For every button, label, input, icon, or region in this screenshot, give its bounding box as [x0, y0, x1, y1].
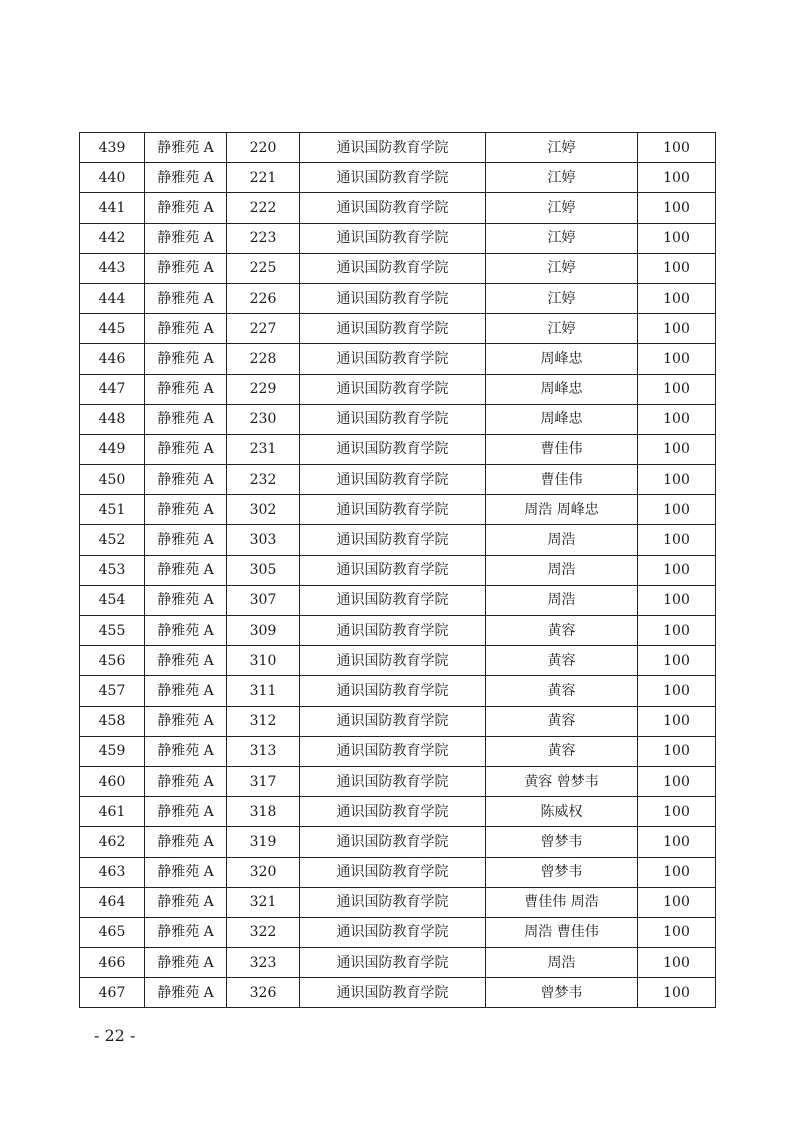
college-cell: 通识国防教育学院 [300, 133, 486, 163]
counselor-cell: 江婷 [486, 223, 638, 253]
row-index-cell: 457 [80, 676, 145, 706]
building-cell: 静雅苑 A [145, 736, 227, 766]
row-index-cell: 455 [80, 616, 145, 646]
college-cell: 通识国防教育学院 [300, 283, 486, 313]
college-cell: 通识国防教育学院 [300, 434, 486, 464]
score-cell: 100 [638, 253, 716, 283]
table-row [80, 223, 716, 253]
row-index-cell: 456 [80, 646, 145, 676]
row-index-cell: 460 [80, 766, 145, 796]
college-cell: 通识国防教育学院 [300, 555, 486, 585]
college-cell: 通识国防教育学院 [300, 827, 486, 857]
row-index-cell: 461 [80, 797, 145, 827]
table-row [80, 434, 716, 464]
score-cell: 100 [638, 193, 716, 223]
college-cell: 通识国防教育学院 [300, 676, 486, 706]
college-cell: 通识国防教育学院 [300, 344, 486, 374]
row-index-cell: 453 [80, 555, 145, 585]
row-index-cell: 439 [80, 133, 145, 163]
score-cell: 100 [638, 827, 716, 857]
building-cell: 静雅苑 A [145, 465, 227, 495]
college-cell: 通识国防教育学院 [300, 857, 486, 887]
building-cell: 静雅苑 A [145, 887, 227, 917]
room-cell: 229 [227, 374, 300, 404]
counselor-cell: 周峰忠 [486, 374, 638, 404]
score-cell: 100 [638, 525, 716, 555]
table-row [80, 465, 716, 495]
room-cell: 312 [227, 706, 300, 736]
table-row [80, 857, 716, 887]
table-row [80, 978, 716, 1008]
room-cell: 226 [227, 283, 300, 313]
row-index-cell: 446 [80, 344, 145, 374]
room-cell: 307 [227, 585, 300, 615]
table-row [80, 404, 716, 434]
counselor-cell: 江婷 [486, 163, 638, 193]
table-row [80, 495, 716, 525]
counselor-cell: 曹佳伟 周浩 [486, 887, 638, 917]
college-cell: 通识国防教育学院 [300, 253, 486, 283]
building-cell: 静雅苑 A [145, 948, 227, 978]
counselor-cell: 江婷 [486, 193, 638, 223]
counselor-cell: 江婷 [486, 133, 638, 163]
table-row [80, 766, 716, 796]
room-cell: 225 [227, 253, 300, 283]
counselor-cell: 黄容 曾梦韦 [486, 766, 638, 796]
score-cell: 100 [638, 465, 716, 495]
college-cell: 通识国防教育学院 [300, 465, 486, 495]
counselor-cell: 江婷 [486, 314, 638, 344]
counselor-cell: 周浩 [486, 948, 638, 978]
row-index-cell: 448 [80, 404, 145, 434]
building-cell: 静雅苑 A [145, 797, 227, 827]
building-cell: 静雅苑 A [145, 283, 227, 313]
score-cell: 100 [638, 585, 716, 615]
room-cell: 326 [227, 978, 300, 1008]
score-cell: 100 [638, 344, 716, 374]
college-cell: 通识国防教育学院 [300, 495, 486, 525]
score-cell: 100 [638, 374, 716, 404]
score-cell: 100 [638, 706, 716, 736]
score-cell: 100 [638, 163, 716, 193]
score-cell: 100 [638, 978, 716, 1008]
room-cell: 323 [227, 948, 300, 978]
college-cell: 通识国防教育学院 [300, 525, 486, 555]
table-row [80, 706, 716, 736]
building-cell: 静雅苑 A [145, 495, 227, 525]
room-cell: 311 [227, 676, 300, 706]
college-cell: 通识国防教育学院 [300, 163, 486, 193]
room-cell: 317 [227, 766, 300, 796]
counselor-cell: 黄容 [486, 616, 638, 646]
row-index-cell: 458 [80, 706, 145, 736]
room-cell: 230 [227, 404, 300, 434]
counselor-cell: 周峰忠 [486, 344, 638, 374]
building-cell: 静雅苑 A [145, 344, 227, 374]
building-cell: 静雅苑 A [145, 616, 227, 646]
score-cell: 100 [638, 887, 716, 917]
counselor-cell: 周峰忠 [486, 404, 638, 434]
room-cell: 222 [227, 193, 300, 223]
row-index-cell: 462 [80, 827, 145, 857]
college-cell: 通识国防教育学院 [300, 736, 486, 766]
college-cell: 通识国防教育学院 [300, 706, 486, 736]
counselor-cell: 曹佳伟 [486, 434, 638, 464]
college-cell: 通识国防教育学院 [300, 404, 486, 434]
score-cell: 100 [638, 917, 716, 947]
building-cell: 静雅苑 A [145, 163, 227, 193]
room-cell: 320 [227, 857, 300, 887]
row-index-cell: 440 [80, 163, 145, 193]
score-cell: 100 [638, 404, 716, 434]
building-cell: 静雅苑 A [145, 555, 227, 585]
row-index-cell: 459 [80, 736, 145, 766]
score-cell: 100 [638, 434, 716, 464]
counselor-cell: 江婷 [486, 283, 638, 313]
room-cell: 302 [227, 495, 300, 525]
college-cell: 通识国防教育学院 [300, 374, 486, 404]
score-cell: 100 [638, 646, 716, 676]
room-cell: 228 [227, 344, 300, 374]
college-cell: 通识国防教育学院 [300, 585, 486, 615]
room-cell: 223 [227, 223, 300, 253]
college-cell: 通识国防教育学院 [300, 616, 486, 646]
table-row [80, 283, 716, 313]
score-cell: 100 [638, 495, 716, 525]
counselor-cell: 周浩 周峰忠 [486, 495, 638, 525]
row-index-cell: 451 [80, 495, 145, 525]
college-cell: 通识国防教育学院 [300, 917, 486, 947]
counselor-cell: 陈威权 [486, 797, 638, 827]
row-index-cell: 447 [80, 374, 145, 404]
college-cell: 通识国防教育学院 [300, 193, 486, 223]
score-cell: 100 [638, 948, 716, 978]
score-cell: 100 [638, 857, 716, 887]
counselor-cell: 曾梦韦 [486, 827, 638, 857]
table-row [80, 525, 716, 555]
row-index-cell: 441 [80, 193, 145, 223]
counselor-cell: 曹佳伟 [486, 465, 638, 495]
room-cell: 310 [227, 646, 300, 676]
score-cell: 100 [638, 223, 716, 253]
row-index-cell: 443 [80, 253, 145, 283]
room-cell: 309 [227, 616, 300, 646]
score-cell: 100 [638, 797, 716, 827]
table-row [80, 555, 716, 585]
table-row [80, 314, 716, 344]
table-row [80, 948, 716, 978]
room-cell: 232 [227, 465, 300, 495]
row-index-cell: 454 [80, 585, 145, 615]
table-row [80, 827, 716, 857]
building-cell: 静雅苑 A [145, 374, 227, 404]
building-cell: 静雅苑 A [145, 253, 227, 283]
counselor-cell: 周浩 [486, 555, 638, 585]
building-cell: 静雅苑 A [145, 917, 227, 947]
score-cell: 100 [638, 616, 716, 646]
row-index-cell: 445 [80, 314, 145, 344]
building-cell: 静雅苑 A [145, 525, 227, 555]
college-cell: 通识国防教育学院 [300, 978, 486, 1008]
building-cell: 静雅苑 A [145, 193, 227, 223]
table-row [80, 887, 716, 917]
table-row [80, 193, 716, 223]
building-cell: 静雅苑 A [145, 766, 227, 796]
row-index-cell: 452 [80, 525, 145, 555]
room-cell: 318 [227, 797, 300, 827]
score-cell: 100 [638, 133, 716, 163]
college-cell: 通识国防教育学院 [300, 948, 486, 978]
table-row [80, 253, 716, 283]
counselor-cell: 曾梦韦 [486, 978, 638, 1008]
table-row [80, 344, 716, 374]
counselor-cell: 江婷 [486, 253, 638, 283]
row-index-cell: 465 [80, 917, 145, 947]
row-index-cell: 450 [80, 465, 145, 495]
row-index-cell: 463 [80, 857, 145, 887]
score-cell: 100 [638, 736, 716, 766]
counselor-cell: 黄容 [486, 706, 638, 736]
counselor-cell: 黄容 [486, 646, 638, 676]
building-cell: 静雅苑 A [145, 133, 227, 163]
building-cell: 静雅苑 A [145, 857, 227, 887]
score-cell: 100 [638, 283, 716, 313]
row-index-cell: 467 [80, 978, 145, 1008]
counselor-cell: 曾梦韦 [486, 857, 638, 887]
college-cell: 通识国防教育学院 [300, 797, 486, 827]
table-row [80, 616, 716, 646]
table-row [80, 133, 716, 163]
building-cell: 静雅苑 A [145, 676, 227, 706]
building-cell: 静雅苑 A [145, 706, 227, 736]
building-cell: 静雅苑 A [145, 585, 227, 615]
table-row [80, 163, 716, 193]
counselor-cell: 黄容 [486, 736, 638, 766]
counselor-cell: 周浩 [486, 585, 638, 615]
room-cell: 313 [227, 736, 300, 766]
row-index-cell: 464 [80, 887, 145, 917]
college-cell: 通识国防教育学院 [300, 223, 486, 253]
table-body [80, 133, 716, 1008]
room-cell: 305 [227, 555, 300, 585]
score-cell: 100 [638, 314, 716, 344]
table-row [80, 585, 716, 615]
table-row [80, 646, 716, 676]
counselor-cell: 周浩 曹佳伟 [486, 917, 638, 947]
room-cell: 220 [227, 133, 300, 163]
building-cell: 静雅苑 A [145, 827, 227, 857]
building-cell: 静雅苑 A [145, 646, 227, 676]
room-cell: 227 [227, 314, 300, 344]
room-cell: 322 [227, 917, 300, 947]
room-cell: 321 [227, 887, 300, 917]
table-row [80, 374, 716, 404]
building-cell: 静雅苑 A [145, 223, 227, 253]
row-index-cell: 466 [80, 948, 145, 978]
building-cell: 静雅苑 A [145, 434, 227, 464]
table-row [80, 917, 716, 947]
table-row [80, 736, 716, 766]
score-cell: 100 [638, 766, 716, 796]
score-cell: 100 [638, 676, 716, 706]
score-cell: 100 [638, 555, 716, 585]
room-cell: 319 [227, 827, 300, 857]
row-index-cell: 449 [80, 434, 145, 464]
dormitory-table [79, 132, 716, 1008]
table-row [80, 797, 716, 827]
room-cell: 231 [227, 434, 300, 464]
counselor-cell: 黄容 [486, 676, 638, 706]
row-index-cell: 442 [80, 223, 145, 253]
building-cell: 静雅苑 A [145, 314, 227, 344]
row-index-cell: 444 [80, 283, 145, 313]
college-cell: 通识国防教育学院 [300, 887, 486, 917]
building-cell: 静雅苑 A [145, 978, 227, 1008]
page-number: - 22 - [94, 1026, 136, 1045]
counselor-cell: 周浩 [486, 525, 638, 555]
college-cell: 通识国防教育学院 [300, 646, 486, 676]
college-cell: 通识国防教育学院 [300, 766, 486, 796]
building-cell: 静雅苑 A [145, 404, 227, 434]
room-cell: 221 [227, 163, 300, 193]
table-row [80, 676, 716, 706]
room-cell: 303 [227, 525, 300, 555]
college-cell: 通识国防教育学院 [300, 314, 486, 344]
